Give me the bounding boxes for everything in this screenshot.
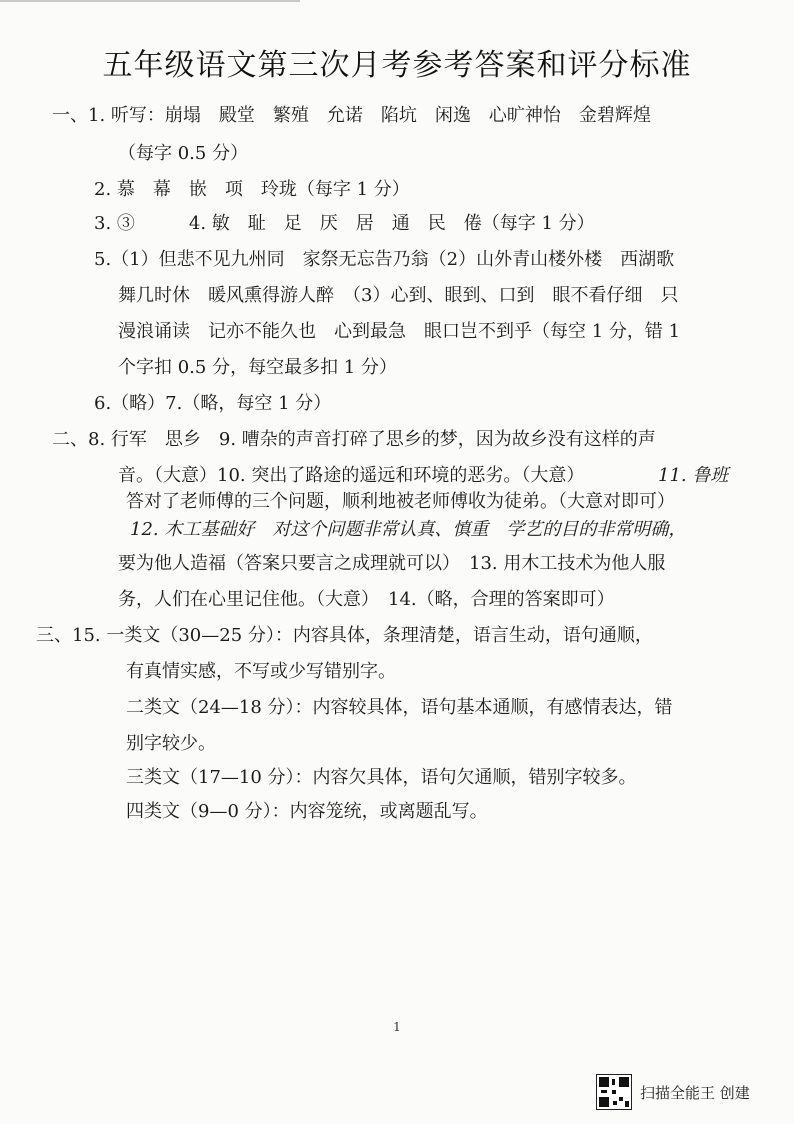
answer-line: 二类文（24—18 分）：内容较具体，语句基本通顺，有感情表达，错 [126, 697, 673, 718]
scanner-label: 扫描全能王 创建 [640, 1083, 750, 1102]
page-number: 1 [393, 1020, 401, 1034]
answer-line: 有真情实感，不写或少写错别字。 [126, 661, 396, 682]
answer-line: 一、1. 听写：崩塌 殿堂 繁殖 允诺 陷坑 闲逸 心旷神怡 金碧辉煌 [52, 105, 651, 126]
answer-line: 二、8. 行军 思乡 9. 嘈杂的声音打碎了思乡的梦，因为故乡没有这样的声 [52, 429, 656, 450]
answer-line: 舞几时休 暖风熏得游人醉 （3）心到、眼到、口到 眼不看仔细 只 [118, 285, 679, 306]
answer-line: （每字 0.5 分） [118, 143, 249, 164]
answer-line: 三类文（17—10 分）：内容欠具体，语句欠通顺，错别字较多。 [126, 767, 637, 788]
answer-line: 别字较少。 [126, 733, 216, 754]
answer-line: 答对了老师傅的三个问题，顺利地被老师傅收为徒弟。（大意对即可） [126, 491, 675, 512]
scanner-watermark [596, 1074, 750, 1110]
page-title: 五年级语文第三次月考参考答案和评分标准 [102, 48, 692, 83]
answer-line-italic: 12. 木工基础好 对这个问题非常认真、慎重 学艺的目的非常明确， [130, 519, 687, 540]
answer-line: 3. ③ 4. 敏 耻 足 厌 居 通 民 倦（每字 1 分） [94, 213, 595, 234]
answer-line: 6.（略）7.（略，每空 1 分） [94, 393, 332, 414]
scan-edge-mark [0, 0, 300, 10]
answer-line: 要为他人造福（答案只要言之成理就可以） 13. 用木工技术为他人服 [118, 553, 666, 574]
answer-line-italic: 11. 鲁班 [658, 465, 729, 486]
answer-line: 四类文（9—0 分）：内容笼统，或离题乱写。 [126, 801, 488, 822]
answer-line: 漫浪诵读 记亦不能久也 心到最急 眼口岂不到乎（每空 1 分，错 1 [118, 321, 681, 342]
answer-line: 5.（1）但悲不见九州同 家祭无忘告乃翁（2）山外青山楼外楼 西湖歌 [94, 249, 675, 270]
answer-line: 务，人们在心里记住他。（大意） 14.（略，合理的答案即可） [118, 589, 615, 610]
qr-code-icon [596, 1074, 632, 1110]
answer-line: 音。（大意）10. 突出了路途的遥远和环境的恶劣。（大意） [118, 465, 585, 486]
answer-line: 个字扣 0.5 分，每空最多扣 1 分） [118, 357, 397, 378]
answer-line: 三、15. 一类文（30—25 分）：内容具体，条理清楚，语言生动，语句通顺， [36, 625, 653, 646]
answer-line: 2. 慕 幕 嵌 项 玲珑（每字 1 分） [94, 179, 410, 200]
